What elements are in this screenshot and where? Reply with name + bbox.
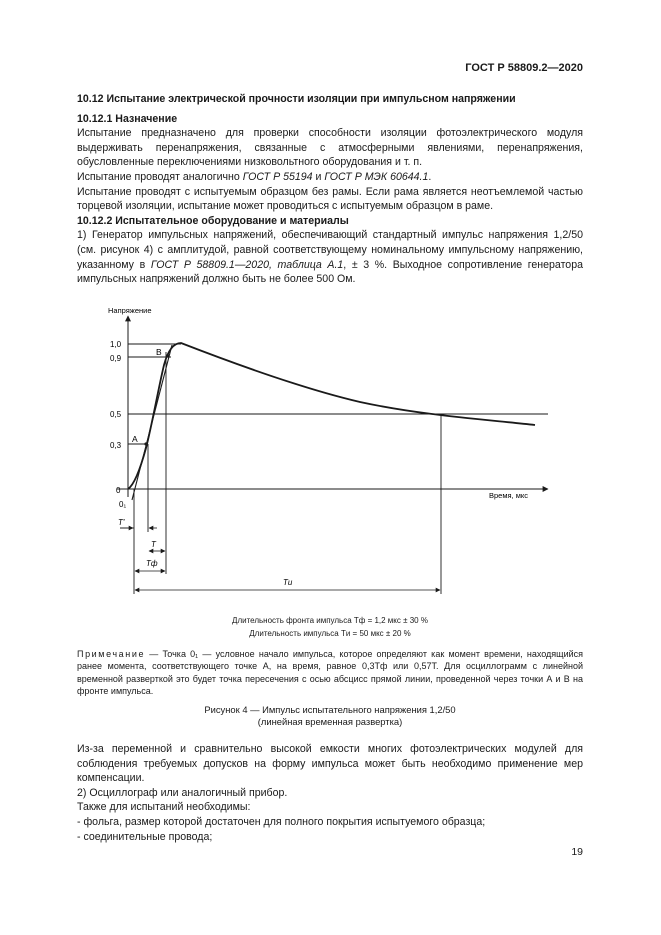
subsection-title-1: 10.12.1 Назначение <box>77 112 178 125</box>
note <box>77 648 583 698</box>
paragraph-standards: Испытание проводят аналогично ГОСТ Р 55194 и ГОСТ Р МЭК 60644.1. <box>77 170 432 183</box>
figure-subtitle: (линейная временная развертка) <box>257 716 403 727</box>
point-a <box>144 442 147 445</box>
interval-t-label: T <box>151 540 156 549</box>
note-label: Примечание <box>77 649 146 659</box>
note-text: — Точка 0₁ — условное начало импульса, которое определяют как момент времени, находящийся ранее момента, соответствующего точке А, на время, равное 0,3Tф или 0,57T. Для осциллограмм с линейной временной разверткой это будет точка пересечения с осью абсцисс прямой линии, проведенной через точки А и В на фронте импульса. <box>77 649 583 697</box>
point-origin-label: 0₁ <box>119 500 127 509</box>
paragraph-also-needed: Также для испытаний необходимы: <box>77 801 251 814</box>
x-axis-label: Время, мкс <box>489 491 529 500</box>
y-axis-label: Напряжение <box>108 306 152 315</box>
list-item: - фольга, размер которой достаточен для полного покрытия испытуемого образца; <box>77 815 486 828</box>
figure-caption <box>77 704 583 728</box>
impulse-curve <box>128 343 535 489</box>
y-tick-label: 1,0 <box>110 340 122 349</box>
section-title: 10.12 Испытание электрической прочности изоляции при импульсном напряжении <box>77 93 516 105</box>
subsection-title-2: 10.12.2 Испытательное оборудование и материалы <box>77 214 349 227</box>
point-b <box>166 354 169 357</box>
point-a-label: A <box>132 434 138 444</box>
list-item: - соединительные провода; <box>77 830 213 843</box>
figure-title: Рисунок 4 — Импульс испытательного напряжения 1,2/50 <box>204 704 456 715</box>
caption <box>77 614 583 640</box>
ref-gost-60644: ГОСТ Р МЭК 60644.1 <box>324 170 429 183</box>
point-b-label: B <box>156 347 162 357</box>
page-number: 19 <box>571 846 583 858</box>
paragraph-sample: Испытание проводят с испытуемым образцом без рамы. Если рама является неотъемлемой частью торцевой изоляции, испытание может проводиться с испытуемым образцом в раме. <box>77 185 583 213</box>
caption-front-duration: Длительность фронта импульса Tф = 1,2 мкс ± 30 % <box>232 616 428 625</box>
paragraph-compensation: Из-за переменной и сравнительно высокой емкости многих фотоэлектрических модулей для соблюдения требуемых допусков на форму импульса может быть необходимо применение мер компенсации. <box>77 743 583 785</box>
after-text <box>77 742 583 844</box>
y-tick-label: 0,3 <box>110 441 122 450</box>
paragraph-generator: 1) Генератор импульсных напряжений, обеспечивающий стандартный импульс напряжения 1,2/50 (см. рисунок 4) с амплитудой, равной соответствующему номинальному импульсному напряжению, указанному в ГОСТ Р 58809.1—2020, таблица А.1, ± 3 %. Выходное сопротивление генератора импульсных напряжений должно быть не более 500 Ом. <box>77 229 583 286</box>
interval-t-prime-label: T' <box>118 518 125 527</box>
interval-t-impulse-label: Tи <box>283 578 293 587</box>
ref-gost-58809: ГОСТ Р 58809.1—2020, таблица А.1 <box>150 258 344 271</box>
interval-t-front-label: Tф <box>146 559 158 568</box>
paragraph-purpose: Испытание предназначено для проверки способности изоляции фотоэлектрического модуля выдерживать перенапряжения, связанные с атмосферными явлениями, перенапряжения, обусловленные переключениями низковольтного оборудования и т. п. <box>77 127 583 169</box>
caption-impulse-duration: Длительность импульса Tи = 50 мкс ± 20 % <box>249 629 411 638</box>
y-tick-label: 0 <box>116 486 121 495</box>
doc-header: ГОСТ Р 58809.2—2020 <box>465 62 583 74</box>
ref-gost-55194: ГОСТ Р 55194 <box>242 170 313 183</box>
y-tick-label: 0,5 <box>110 410 122 419</box>
y-tick-label: 0,9 <box>110 354 122 363</box>
paragraph-oscilloscope: 2) Осциллограф или аналогичный прибор. <box>77 786 288 799</box>
